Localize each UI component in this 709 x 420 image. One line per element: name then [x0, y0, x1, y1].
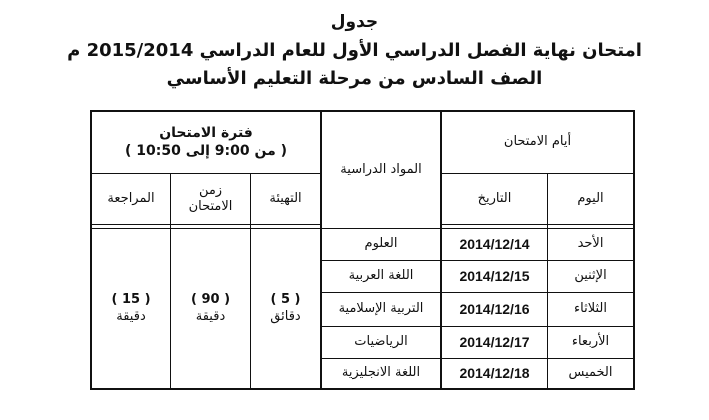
prep-unit: دقائق [270, 308, 301, 324]
subjects-header: المواد الدراسية [340, 161, 422, 177]
date-header: التاريخ [477, 190, 512, 206]
exam-period-label: فترة الامتحان [159, 125, 253, 141]
date-cell: 2014/12/15 [459, 267, 530, 284]
exam-period-header [92, 112, 320, 173]
day-cell: الخميس [568, 365, 613, 381]
day-cell: الأحد [577, 236, 604, 252]
day-cell: الإثنين [574, 268, 607, 284]
subject-cell: الرياضيات [354, 334, 408, 350]
subject-cell: التربية الإسلامية [338, 301, 424, 317]
exam-time-unit: دقيقة [195, 308, 226, 324]
exam-time-header-line2: الامتحان [188, 199, 233, 214]
review-cell [92, 229, 170, 388]
exam-time-cell [171, 229, 250, 388]
date-cell: 2014/12/18 [459, 364, 530, 381]
day-header: اليوم [577, 190, 604, 206]
grade-title: الصف السادس من مرحلة التعليم الأساسي [166, 68, 543, 89]
date-cell: 2014/12/14 [459, 235, 530, 252]
date-cell: 2014/12/17 [459, 333, 530, 350]
prep-cell [251, 229, 320, 388]
subject-cell: اللغة الانجليزية [341, 365, 421, 381]
prep-value: ( 5 ) [270, 292, 301, 308]
exam-time-value: ( 90 ) [190, 292, 231, 308]
review-header: المراجعة [107, 190, 155, 206]
exam-title: امتحان نهاية الفصل الدراسي الأول للعام الدراسي 2015/2014 م [67, 40, 642, 61]
exam-time-header [171, 174, 250, 224]
subject-cell: اللغة العربية [348, 268, 414, 284]
subject-cell: العلوم [364, 236, 398, 252]
day-cell: الثلاثاء [574, 301, 607, 317]
day-cell: الأربعاء [571, 334, 610, 350]
document-title: جدول [330, 12, 379, 32]
exam-period-time: ( من 9:00 إلى 10:50 ) [124, 142, 288, 159]
review-value: ( 15 ) [111, 292, 151, 308]
date-cell: 2014/12/16 [459, 300, 530, 317]
exam-days-header: أيام الامتحان [503, 134, 572, 150]
prep-header: التهيئة [269, 190, 302, 206]
review-unit: دقيقة [116, 308, 146, 324]
exam-time-header-line1: زمن [198, 182, 223, 198]
